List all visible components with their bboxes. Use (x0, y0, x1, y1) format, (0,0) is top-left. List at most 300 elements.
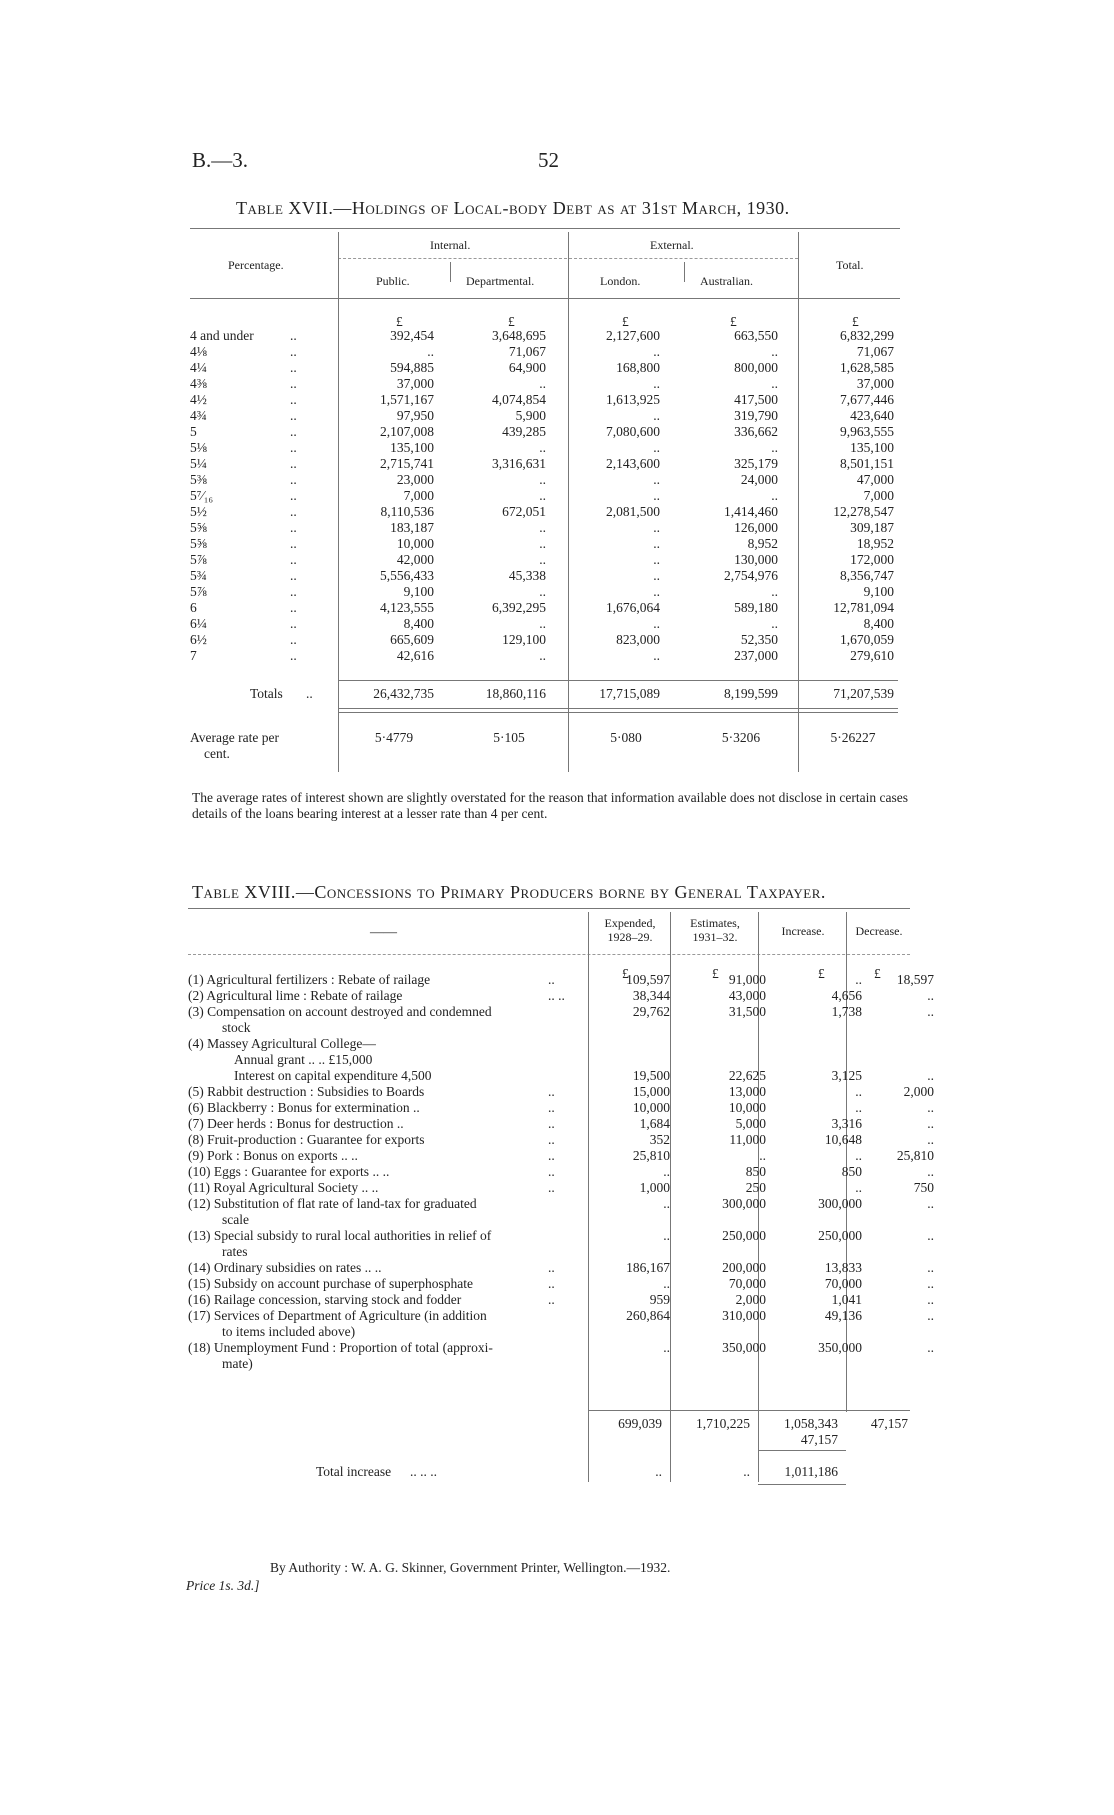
table17-cell-departmental: .. (539, 376, 546, 391)
table17-cell-total: 423,640 (850, 408, 894, 423)
table18-cell-increase: 350,000 (818, 1340, 862, 1355)
table-row (188, 988, 936, 1004)
table-row (188, 1132, 936, 1148)
table17-cell-london: .. (653, 520, 660, 535)
table18-item-dots (548, 1228, 588, 1260)
table17-cell-total: 12,781,094 (833, 600, 894, 615)
table18-item-line: (10) Eggs : Guarantee for exports .. .. (188, 1164, 390, 1179)
table17-cell-rate: 5⅛ (190, 440, 207, 455)
table17-cell-public: 183,187 (390, 520, 434, 535)
table18-item-label (188, 1116, 548, 1132)
table18-item-dots (548, 1004, 588, 1036)
table17-cell-total: 6,832,299 (840, 328, 894, 343)
table18-header-estimates-year: 1931–32. (692, 930, 738, 944)
table17-cell-total: 135,100 (850, 440, 894, 455)
table18-item-line: (9) Pork : Bonus on exports .. .. (188, 1148, 358, 1163)
table18-item-line: (15) Subsidy on account purchase of superphosphate (188, 1276, 473, 1291)
table-row (190, 376, 894, 392)
table17-average-australian: 5·3206 (721, 730, 761, 745)
table17-cell-australian: 663,550 (734, 328, 778, 343)
table17-cell-public: 135,100 (390, 440, 434, 455)
table17-cell-australian: 130,000 (734, 552, 778, 567)
table18-item-line: (2) Agricultural lime : Rebate of railage (188, 988, 403, 1003)
table18-cell-decrease: 18,597 (896, 972, 934, 987)
table17-cell-london: .. (653, 584, 660, 599)
table-row (188, 1148, 936, 1164)
table18-item-line: (18) Unemployment Fund : Proportion of total (approxi- (188, 1340, 493, 1355)
table17-cell-dots: .. (290, 360, 297, 375)
table18-item-line-cont: to items included above) (222, 1324, 356, 1339)
table17-cell-dots: .. (290, 552, 297, 567)
table18-item-label (188, 1292, 548, 1308)
table17-cell-dots: .. (290, 632, 297, 647)
table17-cell-public: 665,609 (390, 632, 434, 647)
table17-cell-public: 97,950 (396, 408, 434, 423)
table17-cell-departmental: .. (539, 520, 546, 535)
table17-average-total: 5·26227 (830, 730, 876, 745)
table17-cell-total: 8,501,151 (840, 456, 894, 471)
table17-cell-london: 168,800 (616, 360, 660, 375)
table17-cell-total: 8,400 (863, 616, 894, 631)
table18-item-dots (548, 1036, 588, 1084)
table18-cell-decrease: .. (927, 1100, 934, 1115)
table17-cell-total: 71,067 (856, 344, 894, 359)
table18-item-label (188, 1084, 548, 1100)
table17-currency-departmental: £ (508, 314, 515, 329)
table18-cell-expended: .. (663, 1228, 670, 1243)
table17-cell-public: 8,110,536 (380, 504, 434, 519)
table17-cell-dots: .. (290, 472, 297, 487)
table18-currency-expended: £ (622, 966, 629, 981)
table17-cell-dots: .. (290, 520, 297, 535)
table18-cell-estimates: 310,000 (722, 1308, 766, 1323)
table17-cell-departmental: .. (539, 472, 546, 487)
table17-cell-public: 9,100 (403, 584, 434, 599)
table17-cell-australian: .. (771, 440, 778, 455)
table18-cell-estimates: 350,000 (722, 1340, 766, 1355)
table18-sum-decrease: 47,157 (870, 1416, 908, 1431)
table18-cell-expended: 186,167 (626, 1260, 670, 1275)
table18-cell-decrease: .. (927, 1276, 934, 1291)
table18-sum-expended: 699,039 (618, 1416, 662, 1431)
table-row (190, 344, 894, 360)
table18-item-label (188, 1196, 548, 1228)
table-row (188, 1084, 936, 1100)
table17-cell-australian: .. (771, 488, 778, 503)
table18-cell-estimates: 70,000 (728, 1276, 766, 1291)
table18-cell-expended: .. (663, 1276, 670, 1291)
table17-totals-departmental: 18,860,116 (485, 686, 546, 701)
table17-cell-london: .. (653, 440, 660, 455)
table17-cell-australian: 319,790 (734, 408, 778, 423)
table17-cell-total: 12,278,547 (833, 504, 894, 519)
table18-cell-increase: 3,125 (831, 1068, 862, 1083)
table18-total-increase-value: 1,011,186 (784, 1464, 838, 1479)
table17-cell-rate: 5⅞ (190, 552, 207, 567)
table18-item-label (188, 1308, 548, 1340)
table17-totals-label: Totals (250, 686, 283, 701)
table18-cell-expended: 10,000 (632, 1100, 670, 1115)
table18-cell-increase: 70,000 (824, 1276, 862, 1291)
table18-item-label (188, 1148, 548, 1164)
table17-note: The average rates of interest shown are slightly overstated for the reason that information available does not disclose in certain cases details of the loans bearing interest at a lesser rate than 4 per cent. (192, 790, 908, 821)
table-row (188, 972, 936, 988)
table18-cell-decrease: .. (927, 1116, 934, 1131)
table17-cell-australian: 800,000 (734, 360, 778, 375)
table17-cell-departmental: .. (539, 616, 546, 631)
table17-header-percentage: Percentage. (228, 258, 284, 272)
table17-cell-dots: .. (290, 408, 297, 423)
table18-cell-increase: 13,833 (824, 1260, 862, 1275)
table17-cell-public: 4,123,555 (380, 600, 434, 615)
price: Price 1s. 3d.] (186, 1578, 260, 1593)
table18-item-label (188, 1164, 548, 1180)
table18-item-line-cont: Annual grant .. .. £15,000 (234, 1052, 373, 1067)
table18-header-blank: —— (370, 924, 397, 939)
table18-cell-expended: .. (663, 1340, 670, 1355)
table17-cell-rate: 4¾ (190, 408, 207, 423)
table17-average-departmental: 5·105 (493, 730, 525, 745)
table-row (188, 1004, 936, 1036)
table18-item-line: (17) Services of Department of Agriculture (in addition (188, 1308, 487, 1323)
table18-item-dots: .. (548, 1292, 555, 1307)
table18-item-label (188, 1340, 548, 1372)
table-row (190, 632, 894, 648)
table18-item-dots (548, 1340, 588, 1372)
table17-average-public: 5·4779 (374, 730, 414, 745)
table-row (190, 360, 894, 376)
table17-cell-rate: 5⅞ (190, 584, 207, 599)
table18-item-line-cont: rates (222, 1244, 248, 1259)
table18-cell-decrease: .. (927, 988, 934, 1003)
table-row (190, 648, 894, 664)
table18-cell-estimates: 31,500 (728, 1004, 766, 1019)
table18-cell-decrease: .. (927, 1068, 934, 1083)
table-row (190, 520, 894, 536)
table17-cell-departmental: 71,067 (508, 344, 546, 359)
table18-cell-decrease: .. (927, 1340, 934, 1355)
printer-authority: By Authority : W. A. G. Skinner, Government Printer, Wellington.—1932. (270, 1560, 671, 1575)
table17-cell-rate: 5½ (190, 504, 207, 519)
table17-cell-departmental: .. (539, 584, 546, 599)
table18-item-label (188, 1260, 548, 1276)
table17-cell-dots: .. (290, 616, 297, 631)
table17-totals-london: 17,715,089 (599, 686, 660, 701)
table17-cell-london: 1,613,925 (606, 392, 660, 407)
table18-item-line: (1) Agricultural fertilizers : Rebate of railage (188, 972, 431, 987)
table18-item-line: (5) Rabbit destruction : Subsidies to Boards (188, 1084, 425, 1099)
table18-item-dots (548, 1308, 588, 1340)
table17-cell-departmental: .. (539, 536, 546, 551)
table17-currency-australian: £ (730, 314, 737, 329)
table17-cell-london: .. (653, 552, 660, 567)
table17-body (190, 328, 894, 664)
table17-cell-dots: .. (290, 392, 297, 407)
table18-item-line: (8) Fruit-production : Guarantee for exports (188, 1132, 425, 1147)
table18-cell-decrease: 25,810 (896, 1148, 934, 1163)
table17-cell-dots: .. (290, 504, 297, 519)
table-row (190, 616, 894, 632)
table18-item-line: (11) Royal Agricultural Society .. .. (188, 1180, 379, 1195)
table18-cell-estimates: 300,000 (722, 1196, 766, 1211)
table18-cell-decrease: 2,000 (903, 1084, 934, 1099)
table-row (190, 328, 894, 344)
table-row (188, 1196, 936, 1228)
table-row (190, 456, 894, 472)
table18-cell-estimates: 13,000 (728, 1084, 766, 1099)
table17-cell-total: 37,000 (856, 376, 894, 391)
table17-cell-public: .. (427, 344, 434, 359)
table18-cell-decrease: .. (927, 1260, 934, 1275)
table18-cell-increase: 850 (841, 1164, 862, 1179)
table17-cell-rate: 5 (190, 424, 197, 439)
table17-title: Table XVII.—Holdings of Local-body Debt as at 31st March, 1930. (236, 198, 790, 218)
table18-cell-expended: 352 (649, 1132, 670, 1147)
table18-cell-estimates: 250,000 (722, 1228, 766, 1243)
table18-total-increase-estimates: .. (743, 1464, 750, 1479)
table18-cell-decrease: 750 (913, 1180, 934, 1195)
table17-cell-australian: 1,414,460 (724, 504, 778, 519)
table18-item-label (188, 1004, 548, 1036)
table17-cell-public: 7,000 (403, 488, 434, 503)
table17-cell-departmental: 3,316,631 (492, 456, 546, 471)
table17-cell-rate: 4 and under (190, 328, 254, 343)
table18-item-label (188, 1036, 548, 1084)
table18-item-line: (6) Blackberry : Bonus for extermination .. (188, 1100, 420, 1115)
table18-currency-decrease: £ (874, 966, 881, 981)
table17-cell-departmental: .. (539, 648, 546, 663)
table18-cell-decrease: .. (927, 1228, 934, 1243)
table17-cell-total: 9,963,555 (840, 424, 894, 439)
table17-header-internal: Internal. (430, 238, 471, 252)
table-row (190, 424, 894, 440)
table17-cell-rate: 6¼ (190, 616, 207, 631)
table-row (188, 1180, 936, 1196)
table17-cell-total: 1,670,059 (840, 632, 894, 647)
table18-item-line: (14) Ordinary subsidies on rates .. .. (188, 1260, 382, 1275)
table17-cell-departmental: 6,392,295 (492, 600, 546, 615)
table17-cell-rate: 5⁷⁄₁₆ (190, 488, 214, 503)
table17-cell-london: .. (653, 344, 660, 359)
table17-cell-total: 7,677,446 (840, 392, 894, 407)
table17-cell-australian: 237,000 (734, 648, 778, 663)
table18-header-expended-year: 1928–29. (607, 930, 653, 944)
table18-total-increase-dots: .. .. .. (410, 1464, 437, 1479)
table17-cell-dots: .. (290, 568, 297, 583)
table17-cell-departmental: .. (539, 552, 546, 567)
table18-currency-increase: £ (818, 966, 825, 981)
table18-cell-estimates: 10,000 (728, 1100, 766, 1115)
table17-header-australian: Australian. (700, 274, 753, 288)
table18-cell-estimates: 850 (745, 1164, 766, 1179)
table18-cell-decrease: .. (927, 1292, 934, 1307)
table18-body (188, 972, 936, 1372)
table18-cell-estimates: 22,625 (728, 1068, 766, 1083)
table18-cell-estimates: .. (759, 1148, 766, 1163)
table17-cell-public: 594,885 (390, 360, 434, 375)
table18-item-dots: .. (548, 1084, 555, 1099)
table18-cell-increase: 250,000 (818, 1228, 862, 1243)
table-row (188, 1164, 936, 1180)
table18-cell-expended: 1,000 (639, 1180, 670, 1195)
table17-cell-london: 823,000 (616, 632, 660, 647)
table17-currency-london: £ (622, 314, 629, 329)
table18-item-dots: .. (548, 1116, 555, 1131)
table17-cell-australian: 589,180 (734, 600, 778, 615)
table17-cell-australian: .. (771, 344, 778, 359)
table18-item-line-cont: Interest on capital expenditure 4,500 (234, 1068, 432, 1083)
table17-totals-public: 26,432,735 (373, 686, 434, 701)
table18-cell-decrease: .. (927, 1132, 934, 1147)
table17-cell-dots: .. (290, 344, 297, 359)
table18-title: Table XVIII.—Concessions to Primary Producers borne by General Taxpayer. (192, 882, 826, 902)
table17-cell-total: 18,952 (856, 536, 894, 551)
table-row (188, 1340, 936, 1372)
table-row (190, 440, 894, 456)
table17-cell-public: 2,715,741 (380, 456, 434, 471)
table18-item-dots (548, 1196, 588, 1228)
table18-item-line: (3) Compensation on account destroyed and condemned (188, 1004, 492, 1019)
table18-item-dots: .. (548, 1260, 555, 1275)
table18-sum-increase-less: 47,157 (800, 1432, 838, 1447)
table-row (190, 536, 894, 552)
table17-cell-rate: 4⅛ (190, 344, 207, 359)
table17-cell-london: .. (653, 408, 660, 423)
table17-cell-rate: 5⅝ (190, 536, 207, 551)
table17-cell-departmental: .. (539, 488, 546, 503)
table18-cell-expended: 19,500 (632, 1068, 670, 1083)
table17-cell-total: 8,356,747 (840, 568, 894, 583)
table18-cell-estimates: 43,000 (728, 988, 766, 1003)
table18-item-line: (16) Railage concession, starving stock and fodder (188, 1292, 462, 1307)
table18-cell-increase: 3,316 (831, 1116, 862, 1131)
table17-cell-departmental: 3,648,695 (492, 328, 546, 343)
table18-cell-expended: 260,864 (626, 1308, 670, 1323)
table18-cell-increase: 1,041 (831, 1292, 862, 1307)
table18-cell-increase: .. (855, 972, 862, 987)
table18-item-line: (4) Massey Agricultural College— (188, 1036, 376, 1051)
table17-currency-public: £ (396, 314, 403, 329)
table17-cell-total: 47,000 (856, 472, 894, 487)
table18-cell-increase: .. (855, 1084, 862, 1099)
table-row (188, 1116, 936, 1132)
table17-cell-london: 7,080,600 (606, 424, 660, 439)
table17-cell-australian: .. (771, 616, 778, 631)
table17-cell-total: 172,000 (850, 552, 894, 567)
table18-cell-decrease: .. (927, 1196, 934, 1211)
table17-cell-london: 2,127,600 (606, 328, 660, 343)
table17-cell-departmental: 64,900 (508, 360, 546, 375)
table17-cell-public: 2,107,008 (380, 424, 434, 439)
table18-header-increase: Increase. (781, 924, 825, 938)
table17-totals-dots: .. (306, 686, 313, 701)
table17-cell-public: 42,616 (396, 648, 434, 663)
table17-cell-dots: .. (290, 584, 297, 599)
table18-cell-expended: 15,000 (632, 1084, 670, 1099)
table17-cell-australian: 52,350 (740, 632, 778, 647)
table18-cell-increase: 49,136 (824, 1308, 862, 1323)
table17-cell-departmental: 439,285 (502, 424, 546, 439)
table18-item-dots: .. (548, 1180, 555, 1195)
table17-cell-rate: 4½ (190, 392, 207, 407)
table18-cell-estimates: 200,000 (722, 1260, 766, 1275)
table17-cell-australian: 2,754,976 (724, 568, 778, 583)
table-row (188, 1036, 936, 1084)
table17-cell-london: .. (653, 472, 660, 487)
table18-total-increase-label: Total increase (316, 1464, 392, 1479)
table17-cell-australian: 126,000 (734, 520, 778, 535)
table17-cell-london: .. (653, 536, 660, 551)
table18-item-line-cont: mate) (222, 1356, 253, 1371)
table17-totals-australian: 8,199,599 (724, 686, 778, 701)
table17-cell-total: 309,187 (850, 520, 894, 535)
table-row (190, 488, 894, 504)
table18-item-label (188, 1276, 548, 1292)
table17-cell-australian: .. (771, 584, 778, 599)
table18-item-dots: .. .. (548, 988, 565, 1003)
table17-cell-departmental: 5,900 (515, 408, 546, 423)
table18-item-line: (7) Deer herds : Bonus for destruction .. (188, 1116, 404, 1131)
table17-cell-rate: 5⅝ (190, 520, 207, 535)
table18-item-dots: .. (548, 1132, 555, 1147)
table17-cell-australian: 417,500 (734, 392, 778, 407)
table18-cell-decrease: .. (927, 1004, 934, 1019)
table17-cell-total: 1,628,585 (840, 360, 894, 375)
table-row (190, 408, 894, 424)
table17-cell-total: 9,100 (863, 584, 894, 599)
table17-cell-rate: 5¾ (190, 568, 207, 583)
table18-cell-decrease: .. (927, 1164, 934, 1179)
table17-cell-dots: .. (290, 600, 297, 615)
table17-cell-public: 10,000 (396, 536, 434, 551)
table17-cell-departmental: 45,338 (508, 568, 546, 583)
table18-item-dots: .. (548, 1148, 555, 1163)
table17-cell-london: 2,143,600 (606, 456, 660, 471)
table18-sum-increase: 1,058,343 (784, 1416, 838, 1431)
table-row (188, 1308, 936, 1340)
table18-cell-increase: .. (855, 1180, 862, 1195)
table17-header-public: Public. (376, 274, 410, 288)
table17-header-external: External. (650, 238, 694, 252)
table17-cell-london: 2,081,500 (606, 504, 660, 519)
table18-item-dots: .. (548, 972, 555, 987)
table17-cell-australian: 8,952 (747, 536, 778, 551)
table-row (190, 504, 894, 520)
table17-cell-dots: .. (290, 424, 297, 439)
table17-cell-rate: 4⅜ (190, 376, 207, 391)
table17-cell-dots: .. (290, 648, 297, 663)
table-row (190, 392, 894, 408)
table-row (190, 472, 894, 488)
table18-cell-estimates: 5,000 (735, 1116, 766, 1131)
table17-cell-dots: .. (290, 536, 297, 551)
table18-item-label (188, 1100, 548, 1116)
table18-cell-expended: 38,344 (632, 988, 670, 1003)
table18-item-label (188, 1228, 548, 1260)
table17-cell-australian: .. (771, 376, 778, 391)
table17-cell-dots: .. (290, 440, 297, 455)
table17-average-london: 5·080 (610, 730, 642, 745)
table-row (190, 584, 894, 600)
table18-item-line: (13) Special subsidy to rural local authorities in relief of (188, 1228, 492, 1243)
page-number: 52 (538, 148, 559, 172)
table17-cell-departmental: 129,100 (502, 632, 546, 647)
table17-cell-dots: .. (290, 456, 297, 471)
table-row (188, 1260, 936, 1276)
table18-item-line-cont: scale (222, 1212, 249, 1227)
table17-cell-public: 392,454 (390, 328, 434, 343)
table17-cell-dots: .. (290, 376, 297, 391)
